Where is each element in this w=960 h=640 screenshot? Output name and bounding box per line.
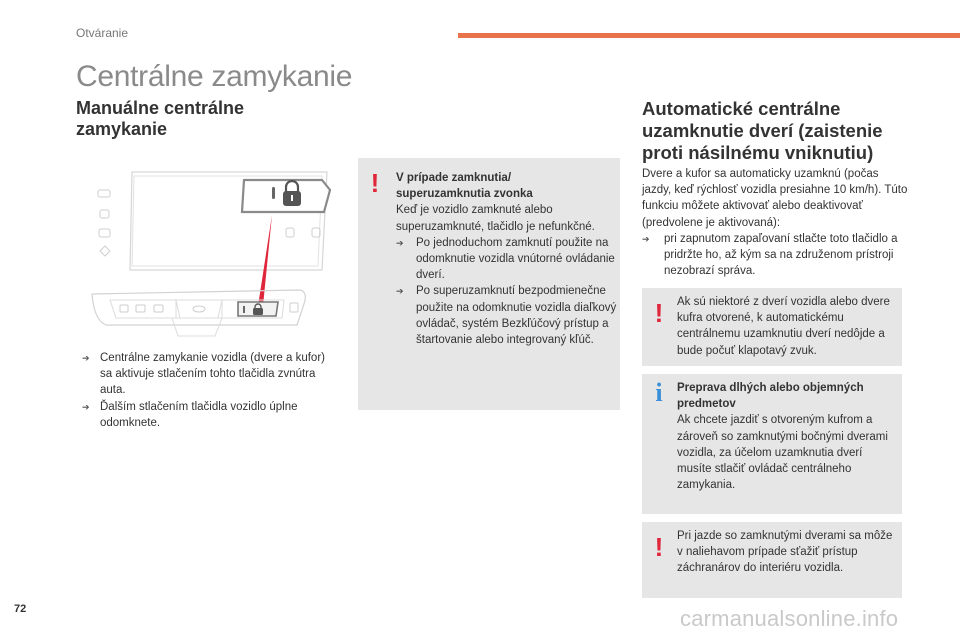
doors-open-warning-box: [642, 288, 902, 366]
locked-outside-warning-box: [358, 158, 620, 410]
automatic-locking-heading-line2: uzamknutie dverí (zaistenie: [642, 120, 883, 141]
exclamation-icon: !: [654, 532, 664, 562]
intro-text: Dvere a kufor sa automaticky uzamknú (počas jazdy, keď rýchlosť vozidla presiahne 10 km/h). Túto funkciu môžete aktivovať alebo deaktivovať (predvolene je aktivovaná):: [642, 168, 908, 229]
watermark: carmanualsonline.info: [680, 606, 899, 631]
warning-title-line2: superuzamknutia zvonka: [396, 188, 533, 201]
info-title-line2: predmetov: [677, 398, 736, 411]
manual-locking-heading-line2: zamykanie: [76, 119, 168, 139]
manual-locking-heading: [76, 98, 336, 140]
automatic-locking-intro: [642, 166, 908, 279]
dashboard-lock-button-illustration: [72, 160, 340, 345]
doors-open-warning-text: Ak sú niektoré z dverí vozidla alebo dvere kufra otvorené, k automatickému centrálnemu uzamknutiu dverí nedôjde a bude počuť klapotavý zvuk.: [677, 296, 890, 357]
info-text: Ak chcete jazdiť s otvoreným kufrom a zároveň so zamknutými bočnými dverami vozidla, za účelom uzamknutia dverí musíte stlačiť ovládač centrálneho zamykania.: [677, 414, 888, 492]
list-item: ➔ Centrálne zamykanie vozidla (dvere a kufor) sa aktivuje stlačením tohto tlačidla zvnútra auta.: [82, 350, 332, 399]
info-title-line1: Preprava dlhých alebo objemných: [677, 382, 864, 394]
section-label: Otváranie: [76, 26, 129, 40]
list-item: ➔ Po jednoduchom zamknutí použite na odomknutie vozidla vnútorné ovládanie dverí.: [396, 235, 618, 284]
page-number: 72: [14, 603, 27, 615]
exclamation-icon: !: [370, 168, 380, 198]
emergency-access-warning-box: [642, 522, 902, 598]
header-rule: [458, 33, 960, 38]
manual-locking-instructions: [82, 350, 332, 431]
emergency-access-warning-text: Pri jazde so zamknutými dverami sa môže v naliehavom prípade sťažiť prístup záchranárov do interiéru vozidla.: [677, 530, 893, 575]
automatic-locking-heading-line3: proti násilnému vniknutiu): [642, 142, 874, 163]
page-title: Centrálne zamykanie: [76, 60, 353, 93]
info-icon: i: [655, 378, 663, 407]
warning-text: Keď je vozidlo zamknuté alebo superuzamknuté, tlačidlo je nefunkčné.: [396, 204, 595, 233]
dashboard-illustration-svg: [72, 160, 340, 345]
list-item: ➔ Po superuzamknutí bezpodmienečne použite na odomknutie vozidla diaľkový ovládač, systém Bezkľúčový prístup a štartovanie alebo integrovaný kľúč.: [396, 283, 618, 348]
long-objects-info-box: [642, 374, 902, 514]
manual-locking-heading-line1: Manuálne centrálne: [76, 98, 245, 118]
automatic-locking-heading-line1: Automatické centrálne: [642, 98, 841, 119]
automatic-locking-heading: [642, 98, 942, 164]
list-item: ➔ Ďalším stlačením tlačidla vozidlo úplne odomknete.: [82, 399, 332, 431]
exclamation-icon: !: [654, 298, 664, 328]
list-item: ➔ pri zapnutom zapaľovaní stlačte toto tlačidlo a pridržte ho, až kým sa na združenom prístroji nezobrazí správa.: [642, 231, 908, 280]
warning-title-line1: V prípade zamknutia/: [396, 172, 512, 184]
